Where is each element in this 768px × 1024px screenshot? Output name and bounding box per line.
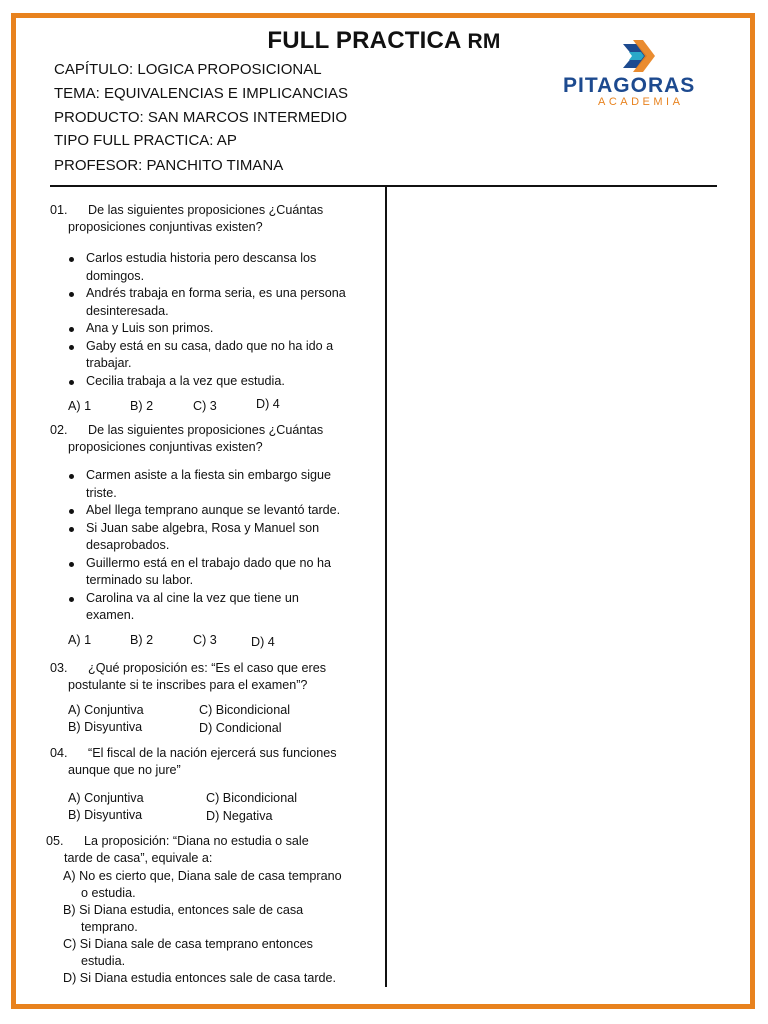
list-item: Carolina va al cine la vez que tiene un examen. — [50, 590, 370, 625]
question-text: La proposición: “Diana no estudia o sale — [84, 834, 309, 848]
option-d: D) Si Diana estudia entonces sale de casa tarde. — [63, 971, 337, 985]
question-2 — [50, 422, 370, 456]
header-teacher: PROFESOR: PANCHITO TIMANA — [54, 157, 284, 174]
question-text: “El fiscal de la nación ejercerá sus funciones — [88, 746, 337, 760]
column-divider — [385, 187, 387, 987]
list-item: Ana y Luis son primos. — [50, 320, 370, 338]
question-text: aunque que no jure” — [68, 763, 181, 777]
question-text: proposiciones conjuntivas existen? — [68, 440, 263, 454]
header-product: PRODUCTO: SAN MARCOS INTERMEDIO — [54, 109, 348, 126]
list-item: Cecilia trabaja a la vez que estudia. — [50, 373, 370, 391]
header-chapter: CAPÍTULO: LOGICA PROPOSICIONAL — [54, 61, 322, 78]
option-d: D) Condicional — [199, 721, 282, 735]
option-c: C) Si Diana sale de casa temprano entonces estudia. — [63, 937, 313, 968]
question-2-list — [50, 467, 370, 625]
option-d: D) 4 — [251, 635, 275, 649]
question-4 — [50, 745, 370, 779]
option-a: A) Conjuntiva — [68, 791, 144, 805]
list-item: Si Juan sabe algebra, Rosa y Manuel son desaprobados. — [50, 520, 370, 555]
question-5 — [46, 833, 366, 867]
chevron-arrows-icon — [621, 38, 657, 74]
question-text: tarde de casa”, equivale a: — [64, 851, 213, 865]
title-suffix: RM — [467, 30, 501, 53]
list-item: Gaby está en su casa, dado que no ha ido a trabajar. — [50, 338, 370, 373]
question-text: proposiciones conjuntivas existen? — [68, 220, 263, 234]
logo-subtitle: ACADEMIA — [598, 96, 684, 108]
option-c: C) Bicondicional — [206, 791, 297, 805]
question-3 — [50, 660, 370, 694]
option-c: C) Bicondicional — [199, 703, 290, 717]
option-d: D) 4 — [256, 397, 280, 411]
option-a: A) 1 — [68, 633, 92, 647]
logo-brand: PITAGORAS — [563, 74, 696, 97]
header-topic: TEMA: EQUIVALENCIAS E IMPLICANCIAS — [54, 85, 348, 102]
option-d: D) Negativa — [206, 809, 273, 823]
question-1 — [50, 202, 370, 236]
option-b: B) 2 — [130, 399, 154, 413]
list-item: Abel llega temprano aunque se levantó tarde. — [50, 502, 370, 520]
question-text: De las siguientes proposiciones ¿Cuántas — [88, 203, 324, 217]
option-a: A) Conjuntiva — [68, 703, 144, 717]
option-b: B) Disyuntiva — [68, 808, 143, 822]
option-b: B) 2 — [130, 633, 154, 647]
question-text: De las siguientes proposiciones ¿Cuántas — [88, 423, 324, 437]
option-a: A) No es cierto que, Diana sale de casa temprano o estudia. — [63, 869, 342, 900]
list-item: Guillermo está en el trabajo dado que no ha terminado su labor. — [50, 555, 370, 590]
option-b: B) Si Diana estudia, entonces sale de casa temprano. — [63, 903, 304, 934]
list-item: Carlos estudia historia pero descansa los domingos. — [50, 250, 370, 285]
question-1-list — [50, 250, 370, 390]
header-type: TIPO FULL PRACTICA: AP — [54, 132, 237, 149]
question-text: postulante si te inscribes para el examen”? — [68, 678, 308, 692]
question-number: 04. — [50, 746, 68, 760]
option-a: A) 1 — [68, 399, 92, 413]
option-c: C) 3 — [193, 399, 217, 413]
option-b: B) Disyuntiva — [68, 720, 143, 734]
academy-logo — [563, 38, 713, 112]
list-item: Carmen asiste a la fiesta sin embargo sigue triste. — [50, 467, 370, 502]
title-main: FULL PRACTICA — [267, 27, 461, 54]
header-divider — [50, 185, 717, 187]
list-item: Andrés trabaja en forma seria, es una persona desinteresada. — [50, 285, 370, 320]
question-number: 05. — [46, 834, 64, 848]
option-c: C) 3 — [193, 633, 217, 647]
question-text: ¿Qué proposición es: “Es el caso que eres — [88, 661, 327, 675]
question-number: 03. — [50, 661, 68, 675]
question-number: 01. — [50, 203, 68, 217]
question-number: 02. — [50, 423, 68, 437]
